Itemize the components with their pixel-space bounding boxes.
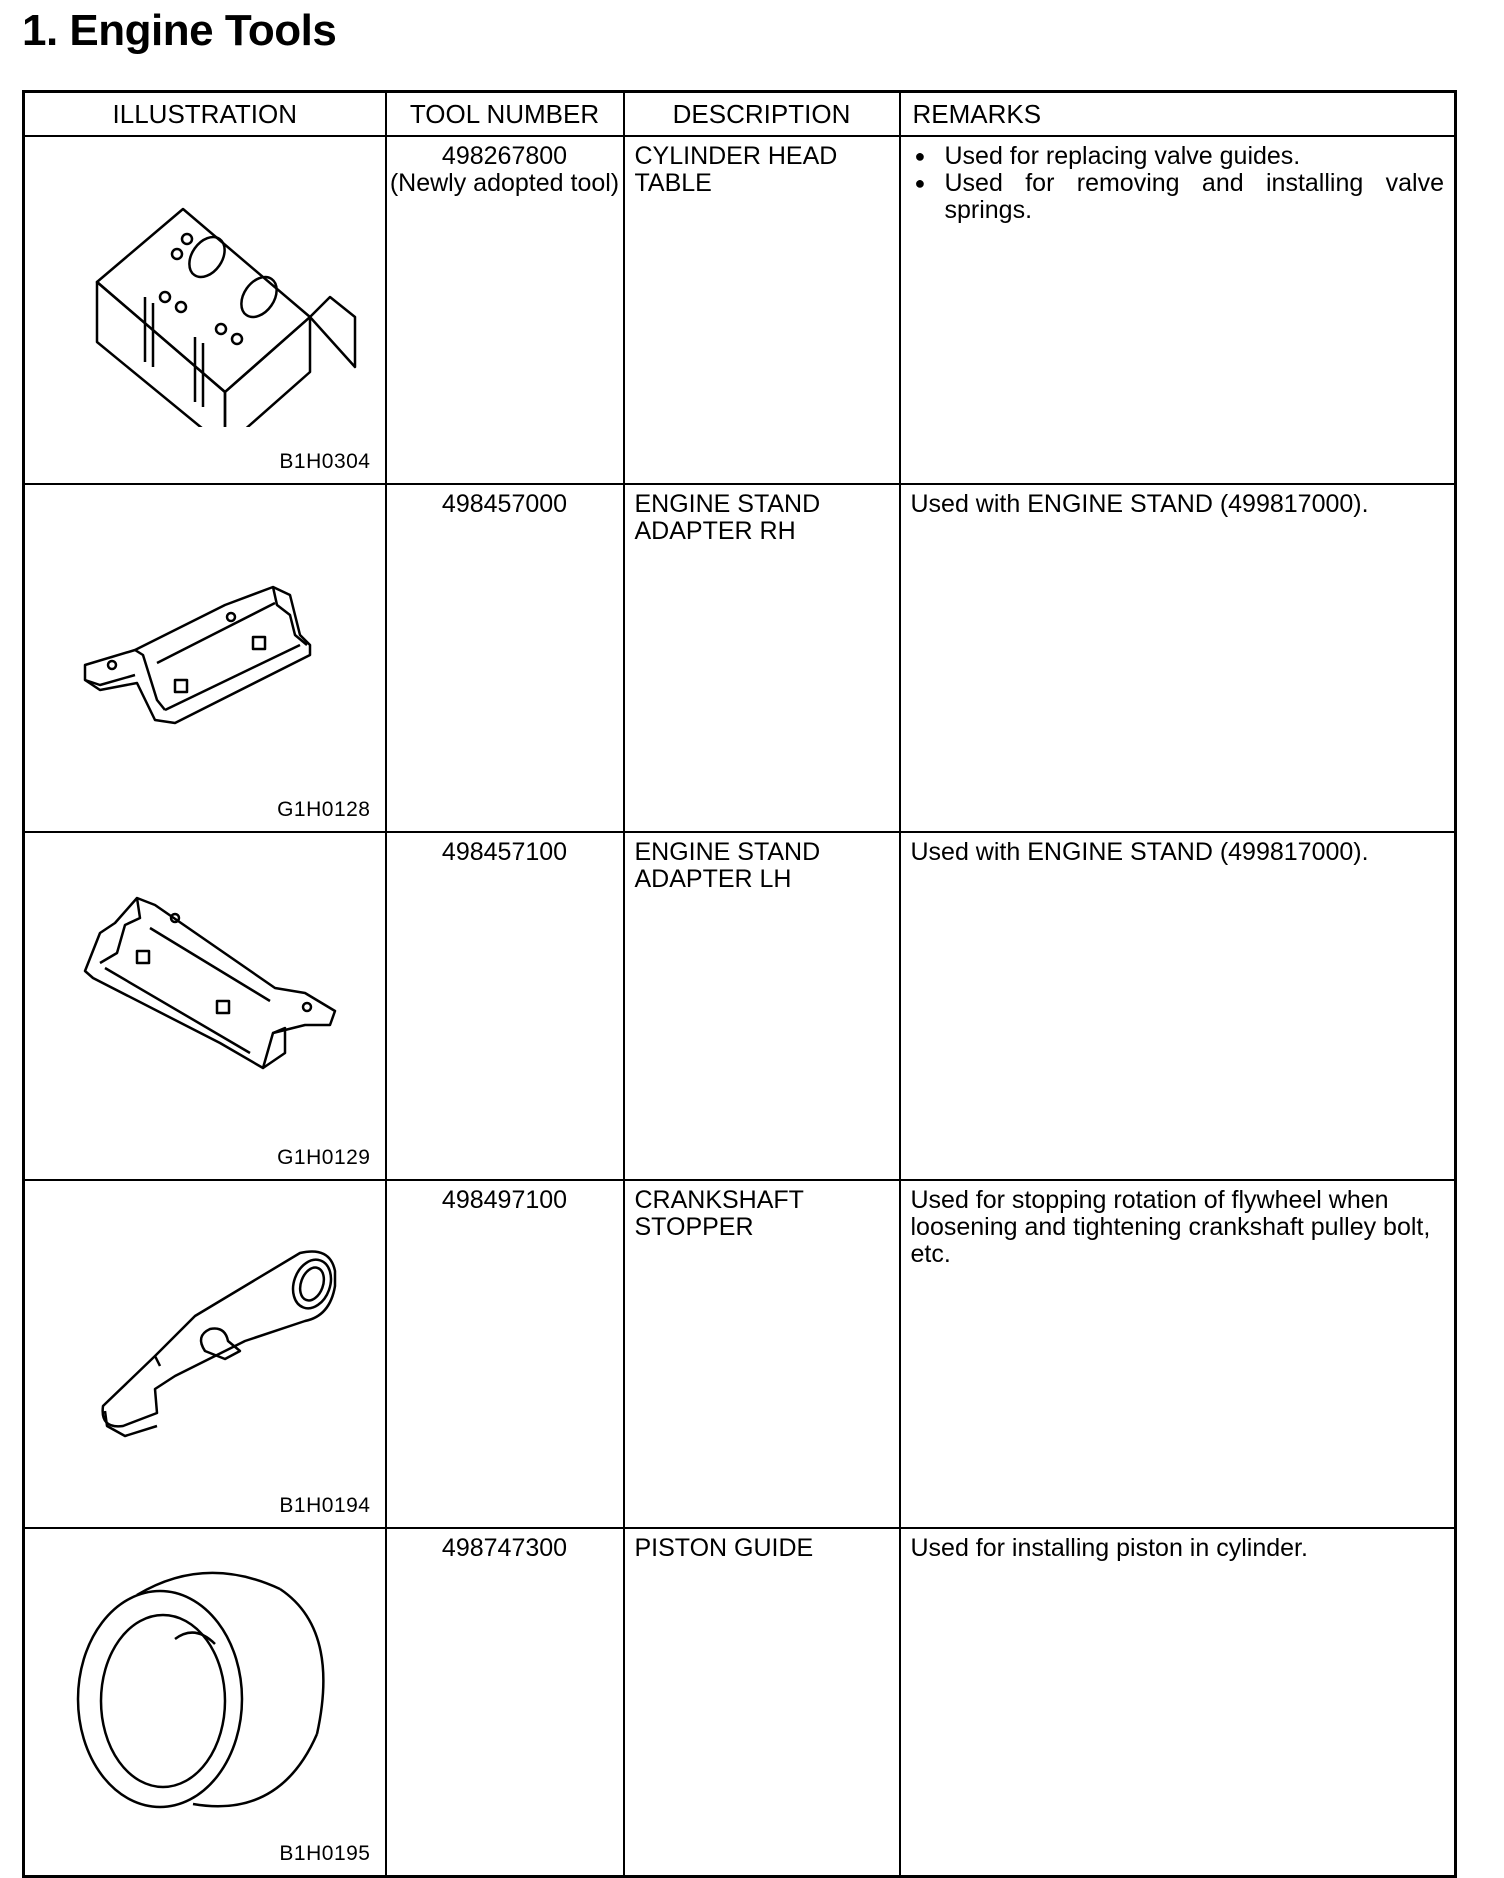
- remarks-cell: Used for installing piston in cylinder.: [900, 1528, 1456, 1877]
- remark-item: ● Used for removing and installing valve springs.: [911, 170, 1445, 224]
- header-description: DESCRIPTION: [624, 92, 900, 137]
- remark-item: ● Used for replacing valve guides.: [911, 143, 1445, 170]
- figure-code: G1H0128: [277, 798, 371, 821]
- description-cell: CYLINDER HEAD TABLE: [624, 136, 900, 484]
- remarks-cell: Used with ENGINE STAND (499817000).: [900, 832, 1456, 1180]
- remarks-cell: Used with ENGINE STAND (499817000).: [900, 484, 1456, 832]
- figure-code: B1H0195: [279, 1842, 371, 1865]
- engine-stand-adapter-rh-drawing-icon: [45, 505, 365, 775]
- piston-guide-drawing-icon: [45, 1549, 365, 1819]
- illustration-cell: [24, 136, 386, 484]
- page-title: 1. Engine Tools: [22, 6, 337, 55]
- illustration-cell: [24, 832, 386, 1180]
- table-header-row: [24, 92, 1456, 137]
- illustration-cell: [24, 484, 386, 832]
- crankshaft-stopper-drawing-icon: [45, 1201, 365, 1471]
- illustration-cell: [24, 1528, 386, 1877]
- tool-number-cell: [386, 484, 624, 832]
- remarks-cell: [900, 136, 1456, 484]
- description-cell: CRANKSHAFT STOPPER: [624, 1180, 900, 1528]
- remarks-cell: Used for stopping rotation of flywheel when loosening and tightening crankshaft pulley bolt, etc.: [900, 1180, 1456, 1528]
- description-cell: ENGINE STAND ADAPTER LH: [624, 832, 900, 1180]
- tool-number: 498267800: [441, 142, 568, 170]
- figure-code: B1H0194: [279, 1494, 371, 1517]
- table-row: [24, 1528, 1456, 1877]
- description-cell: PISTON GUIDE: [624, 1528, 900, 1877]
- header-remarks: REMARKS: [900, 92, 1456, 137]
- header-tool-number: TOOL NUMBER: [386, 92, 624, 137]
- description-cell: ENGINE STAND ADAPTER RH: [624, 484, 900, 832]
- tool-number-cell: [386, 832, 624, 1180]
- tool-number-cell: [386, 136, 624, 484]
- table-row: [24, 832, 1456, 1180]
- table-row: [24, 1180, 1456, 1528]
- tool-number-cell: [386, 1528, 624, 1877]
- tool-number: 498457000: [441, 490, 568, 518]
- tool-number: 498497100: [441, 1186, 568, 1214]
- table-row: [24, 484, 1456, 832]
- illustration-cell: [24, 1180, 386, 1528]
- remarks-list: [911, 143, 1445, 224]
- tool-note: (Newly adopted tool): [389, 169, 620, 197]
- table-row: [24, 136, 1456, 484]
- figure-code: B1H0304: [279, 450, 371, 473]
- tool-number: 498747300: [441, 1534, 568, 1562]
- cylinder-head-table-drawing-icon: [45, 157, 365, 427]
- tool-number-cell: [386, 1180, 624, 1528]
- header-illustration: ILLUSTRATION: [24, 92, 386, 137]
- engine-stand-adapter-lh-drawing-icon: [45, 853, 365, 1123]
- engine-tools-table: [22, 90, 1457, 1878]
- figure-code: G1H0129: [277, 1146, 371, 1169]
- tool-number: 498457100: [441, 838, 568, 866]
